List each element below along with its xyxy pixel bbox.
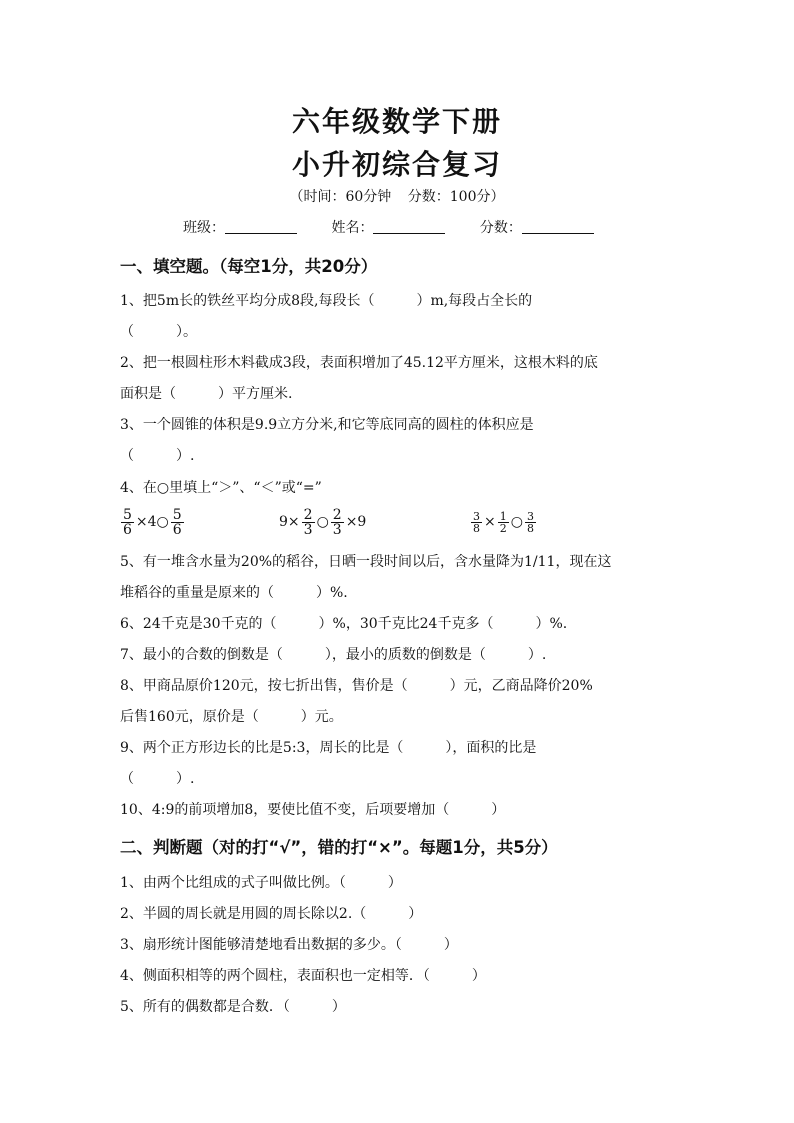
question-line: 1、把5m长的铁丝平均分成8段,每段长（ ）m,每段占全长的	[120, 293, 533, 309]
question-line: 10、4:9的前项增加8，要使比值不变，后项要增加（ ）	[120, 802, 506, 818]
fraction: $\frac{1}{2}$	[499, 509, 507, 535]
page-subtitle: 小升初综合复习	[291, 148, 502, 181]
question-line: 2、半圆的周长就是用圆的周长除以2.（ ）	[120, 906, 423, 922]
name-label: 姓名：	[331, 220, 374, 236]
question-line: 6、24千克是30千克的（ ）%，30千克比24千克多（ ）%.	[120, 616, 568, 632]
comparison-expression-2	[278, 504, 367, 540]
question-line: （ ）.	[120, 771, 195, 787]
question-line: 3、扇形统计图能够清楚地看出数据的多少。（ ）	[120, 937, 458, 953]
score-blank[interactable]	[522, 219, 594, 234]
score-field[interactable]	[480, 217, 594, 237]
question-line: 4、在○里填上“＞”、“＜”或“=”	[120, 480, 322, 496]
question-line: 8、甲商品原价120元，按七折出售，售价是（ ）元，乙商品降价20%	[120, 678, 593, 694]
question-line: 2、把一根圆柱形木料截成3段，表面积增加了45.12平方厘米，这根木料的底	[120, 355, 598, 371]
operator: ×9	[345, 514, 367, 530]
fraction: $\frac{2}{3}$	[303, 506, 313, 538]
operator: 9×	[279, 514, 300, 530]
question-line: 4、侧面积相等的两个圆柱，表面积也一定相等．（ ）	[120, 968, 486, 984]
fraction: $\frac{5}{6}$	[123, 506, 132, 538]
operator: ×4○	[135, 514, 169, 530]
fraction: $\frac{5}{6}$	[172, 506, 182, 538]
page-title: 六年级数学下册	[291, 105, 502, 138]
score-label: 分数：	[479, 220, 522, 236]
question-line: 后售160元，原价是（ ）元。	[120, 709, 343, 725]
fraction: $\frac{2}{3}$	[332, 506, 342, 538]
comparison-expression-1	[120, 504, 185, 540]
operator: ×	[484, 514, 496, 530]
question-line: 面积是（ ）平方厘米.	[120, 386, 293, 402]
comparison-expression-3	[470, 504, 537, 540]
student-fields	[183, 217, 624, 237]
question-line: （ ）。	[120, 324, 197, 340]
name-blank[interactable]	[373, 219, 445, 234]
operator: ○	[510, 514, 523, 530]
fraction: $\frac{3}{8}$	[473, 509, 480, 535]
question-line: （ ）.	[120, 448, 195, 464]
section-heading-true-false: 二、判断题（对的打“√”，错的打“×”。每题1分，共5分）	[120, 838, 558, 857]
name-field[interactable]	[331, 217, 445, 237]
operator: ○	[316, 514, 329, 530]
question-line: 堆稻谷的重量是原来的（ ）%.	[120, 585, 348, 601]
total-score: 分数：100分）	[407, 189, 505, 205]
class-label: 班级：	[183, 220, 225, 236]
section-heading-fill-blank: 一、填空题。（每空1分，共20分）	[120, 257, 378, 276]
question-line: 7、最小的合数的倒数是（ ），最小的质数的倒数是（ ）.	[120, 647, 547, 663]
question-line: 9、两个正方形边长的比是5:3，周长的比是（ ），面积的比是	[120, 740, 537, 756]
fraction: $\frac{3}{8}$	[526, 509, 534, 535]
question-line: 3、一个圆锥的体积是9.9立方分米,和它等底同高的圆柱的体积应是	[120, 417, 534, 433]
question-line: 5、所有的偶数都是合数．（ ）	[120, 999, 346, 1015]
time-limit: （时间：60分钟	[289, 189, 392, 205]
exam-info	[0, 186, 794, 206]
question-line: 5、有一堆含水量为20%的稻谷，日晒一段时间以后，含水量降为1/11，现在这	[120, 554, 612, 570]
class-blank[interactable]	[225, 219, 297, 234]
question-line: 1、由两个比组成的式子叫做比例。（ ）	[120, 875, 402, 891]
class-field[interactable]	[183, 217, 297, 237]
